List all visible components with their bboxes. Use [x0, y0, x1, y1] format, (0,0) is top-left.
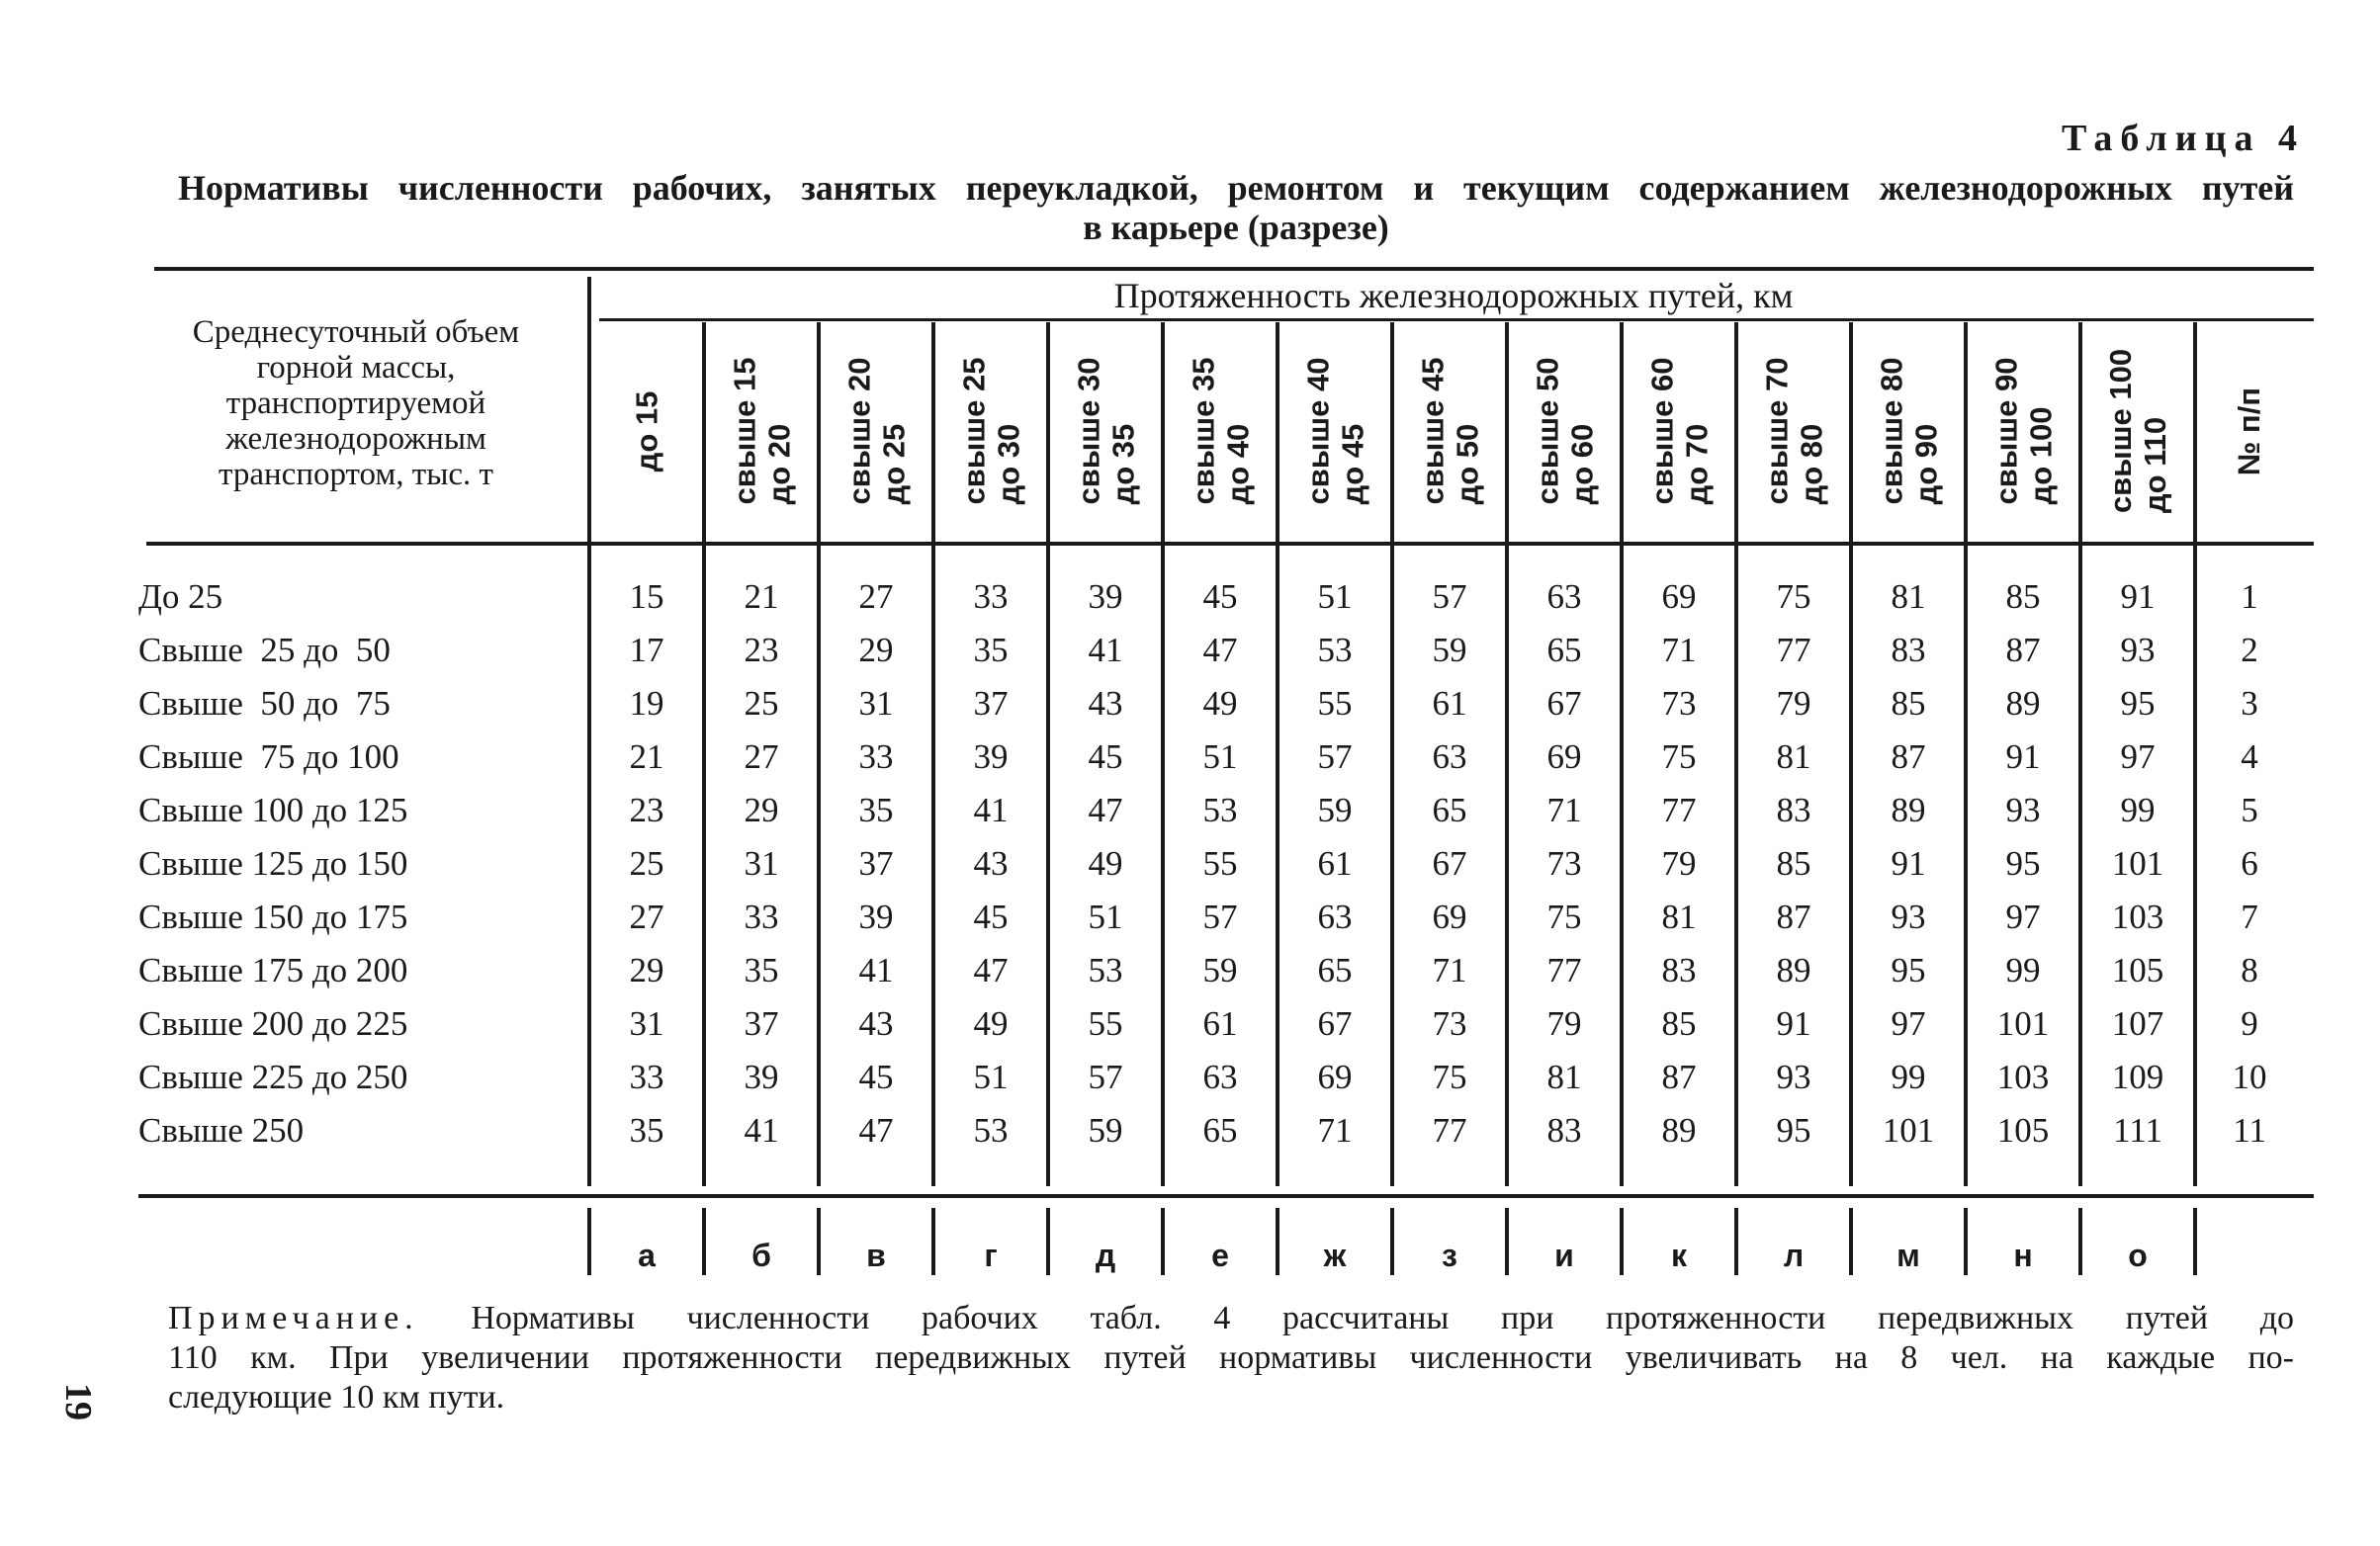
table-cell: 45	[1088, 737, 1123, 776]
table-cell: 43	[858, 1004, 894, 1043]
column-header-text	[1988, 358, 2058, 505]
table-cell: 47	[1088, 791, 1123, 829]
table-cell: 39	[1088, 577, 1123, 616]
column-header-line: свыше 20	[841, 357, 877, 505]
table-cell: 31	[744, 844, 779, 883]
table-cell: 39	[744, 1058, 779, 1096]
column-header-line: свыше 50	[1530, 357, 1565, 505]
row-header: Среднесуточный объем горной массы, транспортируемой железнодорожным транспортом, тыс. т	[192, 314, 520, 492]
table-cell: 69	[1432, 898, 1467, 936]
table-cell: 33	[629, 1058, 664, 1096]
row-label: Свыше 25 до 50	[138, 631, 391, 669]
note-lead: Примечание.	[168, 1300, 419, 1336]
column-header-text	[727, 358, 796, 505]
column-header-text	[1415, 358, 1484, 505]
table-cell: 59	[1317, 791, 1353, 829]
table-title-line1: Нормативы численности рабочих, занятых переукладкой, ремонтом и текущим содержанием железнодорожных путей	[178, 168, 2294, 208]
row-number: 4	[2241, 737, 2258, 776]
row-number: 10	[2232, 1058, 2267, 1096]
note-line2: 110 км. При увеличении протяженности передвижных путей нормативы численности увеличивать на 8 чел. на каждые по-	[168, 1339, 2294, 1376]
column-header	[1048, 332, 1163, 530]
table-cell: 71	[1317, 1111, 1353, 1150]
table-cell: 99	[2120, 791, 2156, 829]
row-number: 8	[2241, 951, 2258, 989]
table-cell: 75	[1546, 898, 1582, 936]
table-cell: 109	[2111, 1058, 2164, 1096]
column-letter: д	[1095, 1238, 1116, 1273]
table-cell: 97	[2120, 737, 2156, 776]
table-cell: 83	[1776, 791, 1811, 829]
column-header	[1966, 332, 2080, 530]
column-header	[1851, 332, 1966, 530]
column-header-text	[956, 358, 1025, 505]
column-header-text	[1300, 358, 1369, 505]
table-cell: 45	[858, 1058, 894, 1096]
table-top-rule	[154, 267, 2314, 271]
table-cell: 61	[1432, 684, 1467, 723]
column-header-line: свыше 100	[2103, 348, 2138, 514]
table-cell: 73	[1432, 1004, 1467, 1043]
column-header-text	[1530, 358, 1599, 505]
table-cell: 57	[1088, 1058, 1123, 1096]
column-header-text	[1874, 358, 1943, 505]
table-cell: 37	[973, 684, 1009, 723]
table-bottom-rule	[138, 1194, 2314, 1198]
table-cell: 89	[1776, 951, 1811, 989]
table-cell: 51	[973, 1058, 1009, 1096]
table-note	[168, 1299, 2294, 1417]
table-cell: 103	[2111, 898, 2164, 936]
table-cell: 33	[858, 737, 894, 776]
table-cell: 47	[1202, 631, 1238, 669]
column-header-line: свыше 45	[1415, 357, 1451, 505]
table-cell: 93	[1776, 1058, 1811, 1096]
column-header-line: до 15	[629, 390, 664, 472]
row-number: 11	[2233, 1111, 2266, 1150]
table-cell: 65	[1546, 631, 1582, 669]
table-cell: 85	[2005, 577, 2041, 616]
table-cell: 85	[1776, 844, 1811, 883]
table-cell: 73	[1661, 684, 1697, 723]
table-cell: 87	[1776, 898, 1811, 936]
column-header-text	[1186, 358, 1255, 505]
row-label: Свыше 200 до 225	[138, 1004, 408, 1043]
column-letter: и	[1554, 1238, 1574, 1273]
group-header-rule	[599, 318, 2314, 321]
column-header	[933, 332, 1048, 530]
column-header-line: свыше 25	[956, 357, 992, 505]
table-cell: 65	[1317, 951, 1353, 989]
page-number: 19	[57, 1383, 99, 1420]
table-cell: 63	[1432, 737, 1467, 776]
table-cell: 31	[629, 1004, 664, 1043]
table-cell: 95	[1891, 951, 1926, 989]
column-header-line: до 30	[991, 423, 1026, 505]
table-cell: 37	[858, 844, 894, 883]
column-header-text	[841, 358, 911, 505]
table-cell: 37	[744, 1004, 779, 1043]
table-cell: 101	[1996, 1004, 2050, 1043]
table-cell: 89	[1891, 791, 1926, 829]
table-cell: 57	[1432, 577, 1467, 616]
column-header-line: свыше 90	[1988, 357, 2024, 505]
column-header-text	[630, 390, 664, 472]
table-cell: 107	[2111, 1004, 2164, 1043]
table-cell: 71	[1661, 631, 1697, 669]
column-header	[2080, 332, 2195, 530]
table-cell: 35	[744, 951, 779, 989]
table-cell: 87	[1661, 1058, 1697, 1096]
table-cell: 21	[629, 737, 664, 776]
table-cell: 75	[1776, 577, 1811, 616]
table-cell: 27	[629, 898, 664, 936]
header-bottom-rule	[146, 542, 2314, 546]
table-cell: 97	[2005, 898, 2041, 936]
row-label: Свыше 125 до 150	[138, 844, 408, 883]
table-cell: 83	[1546, 1111, 1582, 1150]
table-cell: 89	[1661, 1111, 1697, 1150]
column-header-line: свыше 70	[1759, 357, 1795, 505]
table-cell: 105	[2111, 951, 2164, 989]
table-cell: 49	[973, 1004, 1009, 1043]
table-cell: 71	[1432, 951, 1467, 989]
table-cell: 111	[2113, 1111, 2162, 1150]
table-cell: 63	[1317, 898, 1353, 936]
table-cell: 41	[858, 951, 894, 989]
table-cell: 75	[1432, 1058, 1467, 1096]
table-cell: 97	[1891, 1004, 1926, 1043]
table-cell: 15	[629, 577, 664, 616]
table-cell: 85	[1891, 684, 1926, 723]
table-label: Таблица 4	[2061, 118, 2305, 159]
table-cell: 27	[858, 577, 894, 616]
column-header-line: до 100	[2023, 406, 2059, 505]
row-label: Свыше 175 до 200	[138, 951, 408, 989]
table-cell: 39	[858, 898, 894, 936]
table-cell: 61	[1202, 1004, 1238, 1043]
table-cell: 81	[1661, 898, 1697, 936]
table-cell: 69	[1546, 737, 1582, 776]
table-cell: 105	[1996, 1111, 2050, 1150]
table-cell: 69	[1661, 577, 1697, 616]
table-cell: 41	[1088, 631, 1123, 669]
column-header-line: до 110	[2138, 416, 2172, 514]
column-letter: о	[2128, 1238, 2148, 1273]
table-cell: 75	[1661, 737, 1697, 776]
column-header	[1392, 332, 1507, 530]
table-cell: 91	[2120, 577, 2156, 616]
column-header	[589, 332, 704, 530]
column-letter: б	[751, 1238, 771, 1273]
column-header-line: свыше 40	[1300, 357, 1336, 505]
column-header-line: до 25	[876, 423, 912, 505]
table-cell: 65	[1432, 791, 1467, 829]
table-cell: 93	[2005, 791, 2041, 829]
column-letter: к	[1670, 1238, 1687, 1273]
table-cell: 91	[2005, 737, 2041, 776]
table-cell: 83	[1891, 631, 1926, 669]
table-cell: 57	[1202, 898, 1238, 936]
row-number: 9	[2241, 1004, 2258, 1043]
column-header-line: до 20	[761, 423, 797, 505]
group-header: Протяженность железнодорожных путей, км	[1113, 276, 1794, 315]
row-label: Свыше 250	[138, 1111, 305, 1150]
table-cell: 95	[2005, 844, 2041, 883]
table-cell: 55	[1202, 844, 1238, 883]
table-cell: 101	[1882, 1111, 1935, 1150]
column-header-line: до 45	[1335, 423, 1370, 505]
column-header	[1622, 332, 1736, 530]
column-header-text	[1071, 358, 1140, 505]
row-label: До 25	[138, 577, 223, 616]
table-cell: 47	[858, 1111, 894, 1150]
note-line1	[168, 1299, 2294, 1338]
table-cell: 81	[1546, 1058, 1582, 1096]
column-letter: в	[866, 1238, 886, 1273]
column-header-line: до 80	[1794, 423, 1829, 505]
table-cell: 77	[1661, 791, 1697, 829]
table-cell: 69	[1317, 1058, 1353, 1096]
table-cell: 93	[2120, 631, 2156, 669]
note-line3: следующие 10 км пути.	[168, 1379, 505, 1416]
row-label: Свыше 50 до 75	[138, 684, 391, 723]
table-cell: 41	[744, 1111, 779, 1150]
table-cell: 57	[1317, 737, 1353, 776]
table-cell: 29	[744, 791, 779, 829]
table-cell: 35	[629, 1111, 664, 1150]
table-cell: 23	[629, 791, 664, 829]
column-header	[1736, 332, 1851, 530]
table-cell: 25	[744, 684, 779, 723]
table-cell: 51	[1202, 737, 1238, 776]
table-cell: 47	[973, 951, 1009, 989]
table-cell: 91	[1891, 844, 1926, 883]
table-cell: 43	[973, 844, 1009, 883]
row-number: 1	[2241, 577, 2258, 616]
table-cell: 43	[1088, 684, 1123, 723]
row-label: Свыше 150 до 175	[138, 898, 408, 936]
column-header-line: до 50	[1450, 423, 1485, 505]
column-header-line: свыше 60	[1644, 357, 1680, 505]
column-header-text	[1759, 358, 1828, 505]
column-header-line: до 35	[1105, 423, 1141, 505]
table-cell: 29	[858, 631, 894, 669]
table-cell: 49	[1202, 684, 1238, 723]
table-cell: 93	[1891, 898, 1926, 936]
table-cell: 39	[973, 737, 1009, 776]
table-cell: 77	[1776, 631, 1811, 669]
table-cell: 55	[1317, 684, 1353, 723]
table-cell: 53	[973, 1111, 1009, 1150]
table-cell: 65	[1202, 1111, 1238, 1150]
table-cell: 81	[1891, 577, 1926, 616]
table-cell: 87	[2005, 631, 2041, 669]
table-cell: 99	[1891, 1058, 1926, 1096]
row-number: 3	[2241, 684, 2258, 723]
row-number: 7	[2241, 898, 2258, 936]
column-header-line: свыше 35	[1186, 357, 1221, 505]
table-cell: 79	[1776, 684, 1811, 723]
column-header-text	[2232, 386, 2266, 474]
table-cell: 71	[1546, 791, 1582, 829]
note-text1: Нормативы численности рабочих табл. 4 рассчитаны при протяженности передвижных путей до	[418, 1300, 2294, 1336]
table-cell: 51	[1088, 898, 1123, 936]
table-cell: 59	[1202, 951, 1238, 989]
table-cell: 63	[1546, 577, 1582, 616]
table-cell: 95	[2120, 684, 2156, 723]
table-cell: 91	[1776, 1004, 1811, 1043]
row-label: Свыше 100 до 125	[138, 791, 408, 829]
column-letter: а	[638, 1238, 656, 1273]
column-header-line: до 70	[1679, 423, 1715, 505]
row-label: Свыше 225 до 250	[138, 1058, 408, 1096]
column-letter: г	[984, 1238, 998, 1273]
table-cell: 41	[973, 791, 1009, 829]
table-cell: 103	[1996, 1058, 2050, 1096]
column-header-line: свыше 30	[1071, 357, 1106, 505]
column-header-line: до 60	[1564, 423, 1600, 505]
column-header	[1163, 332, 1278, 530]
table-cell: 19	[629, 684, 664, 723]
column-header-text	[1644, 358, 1714, 505]
table-cell: 49	[1088, 844, 1123, 883]
table-cell: 53	[1088, 951, 1123, 989]
table-cell: 33	[744, 898, 779, 936]
table-cell: 99	[2005, 951, 2041, 989]
column-header	[1507, 332, 1622, 530]
table-cell: 21	[744, 577, 779, 616]
table-cell: 67	[1317, 1004, 1353, 1043]
table-cell: 85	[1661, 1004, 1697, 1043]
table-cell: 95	[1776, 1111, 1811, 1150]
table-cell: 35	[858, 791, 894, 829]
table-cell: 29	[629, 951, 664, 989]
table-cell: 67	[1432, 844, 1467, 883]
table-cell: 79	[1661, 844, 1697, 883]
column-header-line: № п/п	[2232, 386, 2267, 475]
column-letter: н	[2013, 1238, 2033, 1273]
table-cell: 83	[1661, 951, 1697, 989]
table-cell: 63	[1202, 1058, 1238, 1096]
column-header	[704, 332, 819, 530]
table-cell: 61	[1317, 844, 1353, 883]
row-number: 2	[2241, 631, 2258, 669]
table-cell: 25	[629, 844, 664, 883]
row-number: 5	[2241, 791, 2258, 829]
table-cell: 101	[2111, 844, 2164, 883]
table-cell: 51	[1317, 577, 1353, 616]
table-cell: 55	[1088, 1004, 1123, 1043]
column-letter: м	[1896, 1238, 1920, 1273]
column-header	[819, 332, 933, 530]
table-cell: 17	[629, 631, 664, 669]
column-header-text	[2103, 349, 2172, 513]
table-cell: 31	[858, 684, 894, 723]
table-cell: 59	[1088, 1111, 1123, 1150]
table-title-line2: в карьере (разрезе)	[1083, 208, 1389, 247]
table-cell: 77	[1432, 1111, 1467, 1150]
table-cell: 35	[973, 631, 1009, 669]
column-letter: л	[1783, 1238, 1805, 1273]
table-cell: 59	[1432, 631, 1467, 669]
table-cell: 67	[1546, 684, 1582, 723]
table-cell: 81	[1776, 737, 1811, 776]
column-header	[2195, 332, 2304, 530]
table-cell: 45	[1202, 577, 1238, 616]
column-header-line: свыше 15	[727, 357, 762, 505]
column-header-line: свыше 80	[1874, 357, 1909, 505]
table-cell: 33	[973, 577, 1009, 616]
table-cell: 73	[1546, 844, 1582, 883]
table-cell: 53	[1317, 631, 1353, 669]
table-cell: 45	[973, 898, 1009, 936]
table-cell: 79	[1546, 1004, 1582, 1043]
column-header	[1278, 332, 1392, 530]
table-cell: 87	[1891, 737, 1926, 776]
table-cell: 77	[1546, 951, 1582, 989]
column-header-line: до 40	[1220, 423, 1256, 505]
table-cell: 23	[744, 631, 779, 669]
column-letter: ж	[1323, 1238, 1347, 1273]
column-header-line: до 90	[1908, 423, 1944, 505]
table-cell: 53	[1202, 791, 1238, 829]
table-cell: 89	[2005, 684, 2041, 723]
column-letter: з	[1442, 1238, 1457, 1273]
row-label: Свыше 75 до 100	[138, 737, 399, 776]
table-cell: 27	[744, 737, 779, 776]
column-letter: е	[1211, 1238, 1229, 1273]
table-title	[178, 168, 2294, 247]
row-number: 6	[2241, 844, 2258, 883]
